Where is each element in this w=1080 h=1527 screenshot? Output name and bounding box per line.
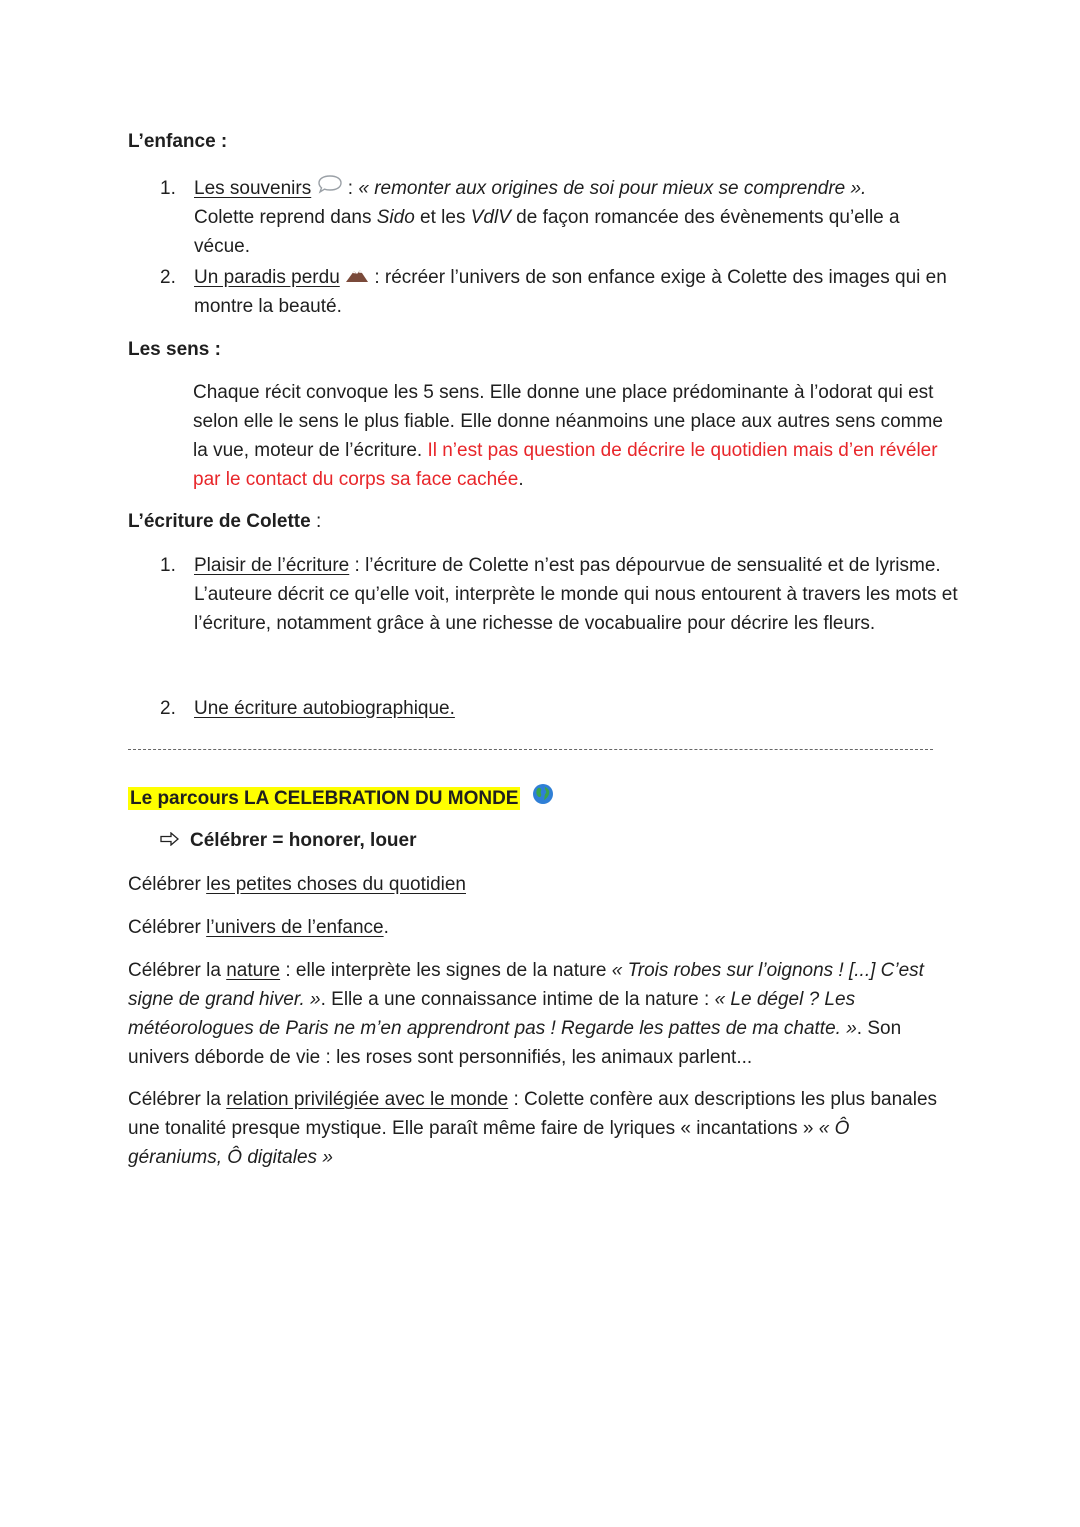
list-number: 1. — [160, 178, 176, 199]
list-item — [160, 551, 960, 638]
title-sido: Sido — [376, 207, 415, 229]
text-span: . Elle a une connaissance intime de la nature : — [320, 989, 715, 1010]
heading-ecriture — [128, 507, 321, 536]
text-span: : — [310, 511, 322, 532]
link-paradis-perdu: Un paradis perdu — [194, 267, 340, 288]
speech-bubble-icon — [317, 174, 343, 203]
paragraph-enfance — [128, 913, 948, 942]
globe-icon — [532, 783, 554, 814]
dashed-divider — [128, 749, 933, 750]
link-souvenirs: Les souvenirs — [194, 178, 312, 199]
heading-sens: Les sens : — [128, 339, 221, 360]
paragraph-nature — [128, 956, 948, 1072]
list-number: 2. — [160, 698, 176, 719]
text-span: : Colette confère aux descriptions les plus banales une tonalité presque mystique. Elle paraît même faire de lyriques « incantations » — [128, 1089, 938, 1139]
text-span: et les — [414, 207, 471, 229]
text-span: Célébrer — [128, 874, 207, 895]
text-span: : l’écriture de Colette n’est pas dépourvue de sensualité et de lyrisme. L’auteure décrit ce qu’elle voit, interprète le monde qui nous entourent à travers les mots et l’écriture, notamment grâce à une richesse de vocabualire pour décrire les fleurs. — [194, 555, 958, 634]
link-nature: nature — [226, 960, 281, 981]
text-span: Colette reprend dans — [194, 207, 377, 229]
title-vdlv: VdlV — [470, 207, 511, 229]
paragraph-relation — [128, 1085, 948, 1172]
list-item — [160, 263, 960, 321]
text-span: : récréer l’univers de son enfance exige à Colette des images qui en montre la beauté. — [194, 267, 947, 318]
quote: « Ô géraniums, Ô digitales » — [128, 1118, 850, 1168]
text-span: Célébrer la — [128, 960, 227, 981]
quote: « remonter aux origines de soi pour mieux se comprendre ». — [358, 178, 867, 199]
quote: « Le dégel ? Les météorologues de Paris ne m’en apprendront pas ! Regarde les pattes de ma chatte. » — [128, 989, 857, 1039]
list-item — [160, 694, 960, 723]
list-number: 1. — [160, 555, 176, 576]
link-relation-monde: relation privilégiée avec le monde — [226, 1089, 509, 1110]
heading-enfance: L’enfance : — [128, 131, 228, 152]
heading-text: L’écriture de Colette — [128, 511, 311, 532]
text-span: . — [518, 469, 524, 490]
text-span: . — [383, 917, 389, 938]
list-item — [160, 174, 960, 261]
definition-text: Célébrer = honorer, louer — [190, 830, 417, 851]
heading-parcours — [128, 783, 554, 814]
list-number: 2. — [160, 267, 176, 288]
paragraph-quotidien — [128, 870, 948, 899]
highlighted-heading: Le parcours LA CELEBRATION DU MONDE — [130, 787, 519, 809]
text-span: Célébrer — [128, 917, 207, 938]
text-span: . Son univers déborde de vie : les roses sont personnifiés, les animaux parlent... — [128, 1018, 902, 1068]
arrow-right-icon — [160, 826, 180, 855]
link-ecriture-autobio: Une écriture autobiographique. — [194, 698, 455, 719]
paragraph-sens — [193, 378, 953, 494]
definition-line — [160, 826, 417, 855]
text-span: : — [342, 178, 359, 199]
text-span: : elle interprète les signes de la nature — [280, 960, 612, 981]
text-span: de façon romancée des évènements qu’elle a vécue. — [194, 207, 900, 258]
highlight-red-text: Il n’est pas question de décrire le quotidien mais d’en révéler par le contact du corps sa face cachée — [193, 440, 938, 490]
link-univers-enfance: l’univers de l’enfance — [206, 917, 384, 938]
link-petites-choses: les petites choses du quotidien — [206, 874, 466, 895]
text-span: Célébrer la — [128, 1089, 227, 1110]
mountain-icon — [345, 263, 369, 292]
text-span: Chaque récit convoque les 5 sens. Elle donne une place prédominante à l’odorat qui est selon elle le sens le plus fiable. Elle donne néanmoins une place aux autres sens comme la vue, moteur de l’écriture. — [193, 382, 943, 461]
quote: « Trois robes sur l’oignons ! [...] C’est signe de grand hiver. » — [128, 960, 924, 1010]
link-plaisir-ecriture: Plaisir de l’écriture — [194, 555, 350, 576]
